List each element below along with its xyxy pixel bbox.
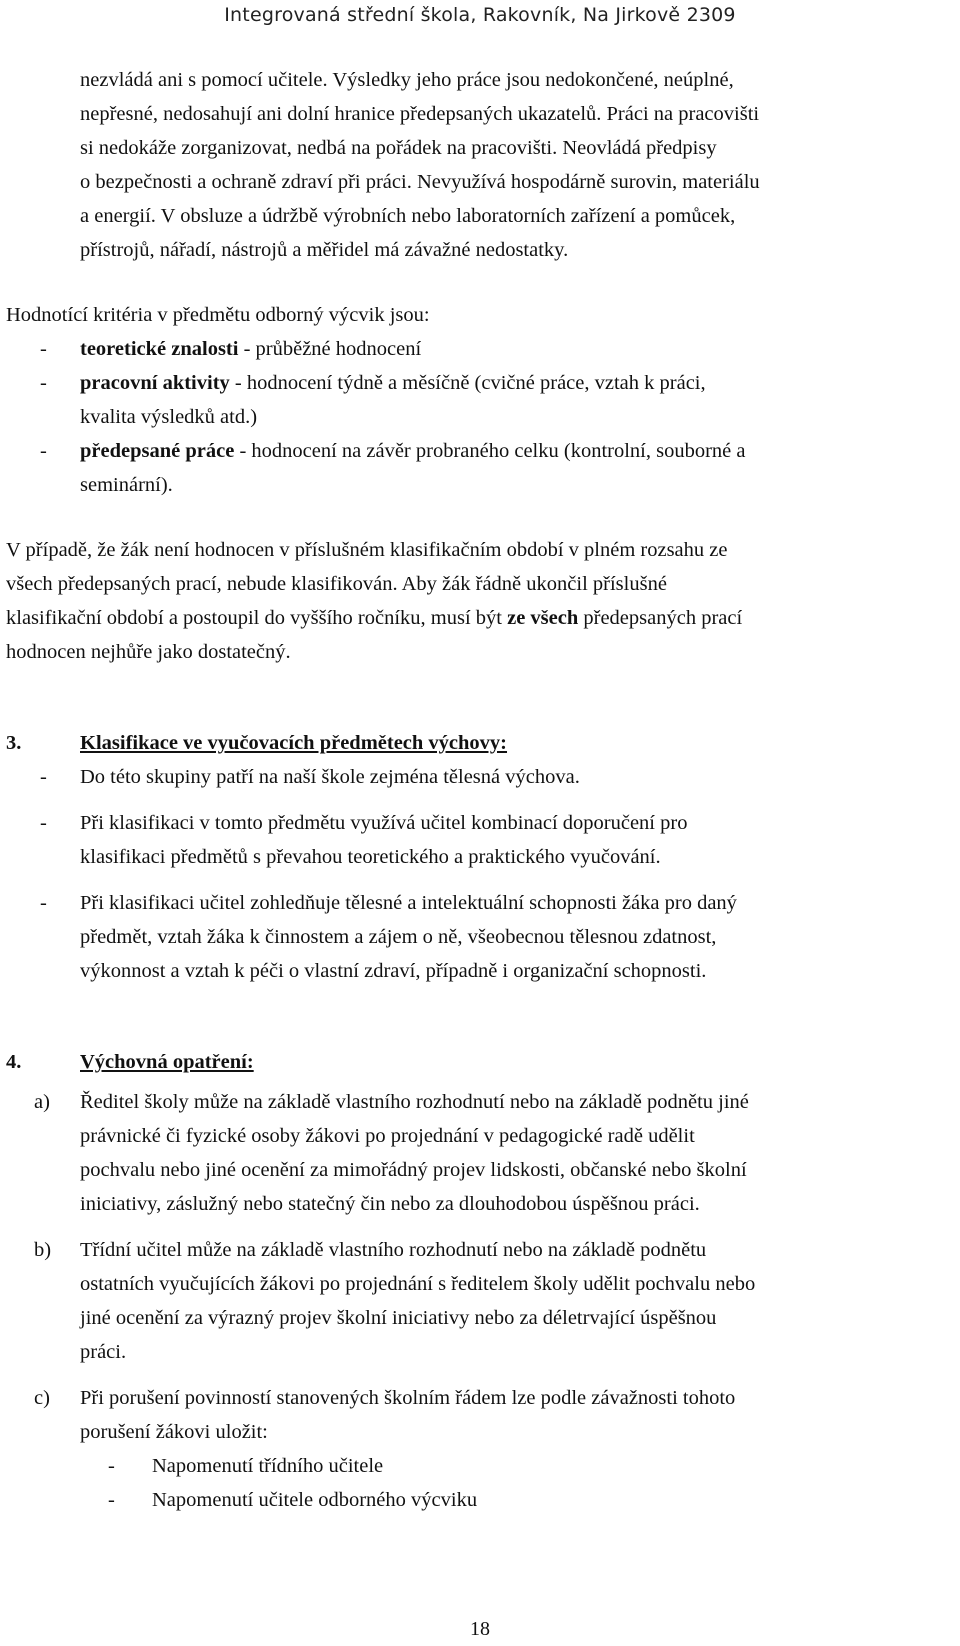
sub-list-item: Napomenutí třídního učitele <box>152 1455 384 1477</box>
criteria-item-continuation: kvalita výsledků atd.) <box>80 406 258 428</box>
dash-bullet: - <box>108 1455 115 1477</box>
criteria-item <box>80 332 421 366</box>
criteria-term: teoretické znalosti <box>80 338 239 360</box>
criteria-desc: - hodnocení na závěr probraného celku (kontrolní, souborné a <box>234 440 746 462</box>
section3-item: Při klasifikaci učitel zohledňuje tělesné a intelektuální schopnosti žáka pro daný <box>80 892 737 914</box>
note-line: V případě, že žák není hodnocen v příslušném klasifikačním období v plném rozsahu ze <box>6 539 728 561</box>
item-label-c: c) <box>34 1387 50 1409</box>
note-line: všech předepsaných prací, nebude klasifikován. Aby žák řádně ukončil příslušné <box>6 573 667 595</box>
section4-item-b-line: Třídní učitel může na základě vlastního rozhodnutí nebo na základě podnětu <box>80 1239 707 1261</box>
item-label-b: b) <box>34 1239 52 1261</box>
intro-line: a energií. V obsluze a údržbě výrobních nebo laboratorních zařízení a pomůcek, <box>80 205 736 227</box>
criteria-heading: Hodnotící kritéria v předmětu odborný výcvik jsou: <box>6 304 430 326</box>
section3-item-continuation: klasifikaci předmětů s převahou teoretického a praktického vyučování. <box>80 846 661 868</box>
dash-bullet: - <box>40 372 47 394</box>
dash-bullet: - <box>40 338 47 360</box>
dash-bullet: - <box>108 1489 115 1511</box>
intro-line: nepřesné, nedosahují ani dolní hranice předepsaných ukazatelů. Práci na pracovišti <box>80 103 760 125</box>
dash-bullet: - <box>40 892 47 914</box>
section-title: Výchovná opatření: <box>80 1051 254 1073</box>
page-number: 18 <box>470 1618 490 1640</box>
section3-item-continuation: předmět, vztah žáka k činnostem a zájem o ně, všeobecnou tělesnou zdatnost, <box>80 926 717 948</box>
criteria-term: předepsané práce <box>80 440 235 462</box>
section3-item: Do této skupiny patří na naší škole zejména tělesná výchova. <box>80 766 580 788</box>
intro-line: přístrojů, nářadí, nástrojů a měřidel má závažné nedostatky. <box>80 239 569 261</box>
section-number: 3. <box>6 732 22 754</box>
note-line: hodnocen nejhůře jako dostatečný. <box>6 641 291 663</box>
note-text: klasifikační období a postoupil do vyššího ročníku, musí být <box>6 607 508 629</box>
section4-item-b-line: práci. <box>80 1341 127 1363</box>
criteria-item <box>80 434 746 468</box>
criteria-item <box>80 366 706 400</box>
note-line <box>6 601 742 635</box>
section-title: Klasifikace ve vyučovacích předmětech výchovy: <box>80 732 508 754</box>
sub-list-item: Napomenutí učitele odborného výcviku <box>152 1489 478 1511</box>
item-label-a: a) <box>34 1091 50 1113</box>
section4-item-a-line: právnické či fyzické osoby žákovi po projednání v pedagogické radě udělit <box>80 1125 695 1147</box>
section4-item-a-line: Ředitel školy může na základě vlastního rozhodnutí nebo na základě podnětu jiné <box>80 1091 749 1113</box>
intro-line: nezvládá ani s pomocí učitele. Výsledky jeho práce jsou nedokončené, neúplné, <box>80 69 734 91</box>
section4-item-a-line: pochvalu nebo jiné ocenění za mimořádný projev lidskosti, občanské nebo školní <box>80 1159 747 1181</box>
section4-item-b-line: jiné ocenění za výrazný projev školní iniciativy nebo za déletrvající úspěšnou <box>80 1307 717 1329</box>
note-emphasis: ze všech <box>507 607 579 629</box>
section-number: 4. <box>6 1051 22 1073</box>
criteria-item-continuation: seminární). <box>80 474 173 496</box>
intro-line: o bezpečnosti a ochraně zdraví při práci. Nevyužívá hospodárně surovin, materiálu <box>80 171 760 193</box>
intro-line: si nedokáže zorganizovat, nedbá na pořádek na pracovišti. Neovládá předpisy <box>80 137 717 159</box>
dash-bullet: - <box>40 812 47 834</box>
section4-item-b-line: ostatních vyučujících žákovi po projednání s ředitelem školy udělit pochvalu nebo <box>80 1273 756 1295</box>
criteria-desc: - hodnocení týdně a měsíčně (cvičné práce, vztah k práci, <box>229 372 706 394</box>
section3-item: Při klasifikaci v tomto předmětu využívá učitel kombinací doporučení pro <box>80 812 688 834</box>
page-header: Integrovaná střední škola, Rakovník, Na Jirkově 2309 <box>224 4 736 26</box>
criteria-term: pracovní aktivity <box>80 372 230 394</box>
note-text: předepsaných prací <box>578 607 743 629</box>
criteria-desc: - průběžné hodnocení <box>238 338 422 360</box>
section3-item-continuation: výkonnost a vztah k péči o vlastní zdraví, případně i organizační schopnosti. <box>80 960 707 982</box>
section4-item-c-line: Při porušení povinností stanovených školním řádem lze podle závažnosti tohoto <box>80 1387 736 1409</box>
section4-item-a-line: iniciativy, záslužný nebo statečný čin nebo za dlouhodobou úspěšnou práci. <box>80 1193 700 1215</box>
dash-bullet: - <box>40 766 47 788</box>
section4-item-c-line: porušení žákovi uložit: <box>80 1421 268 1443</box>
dash-bullet: - <box>40 440 47 462</box>
